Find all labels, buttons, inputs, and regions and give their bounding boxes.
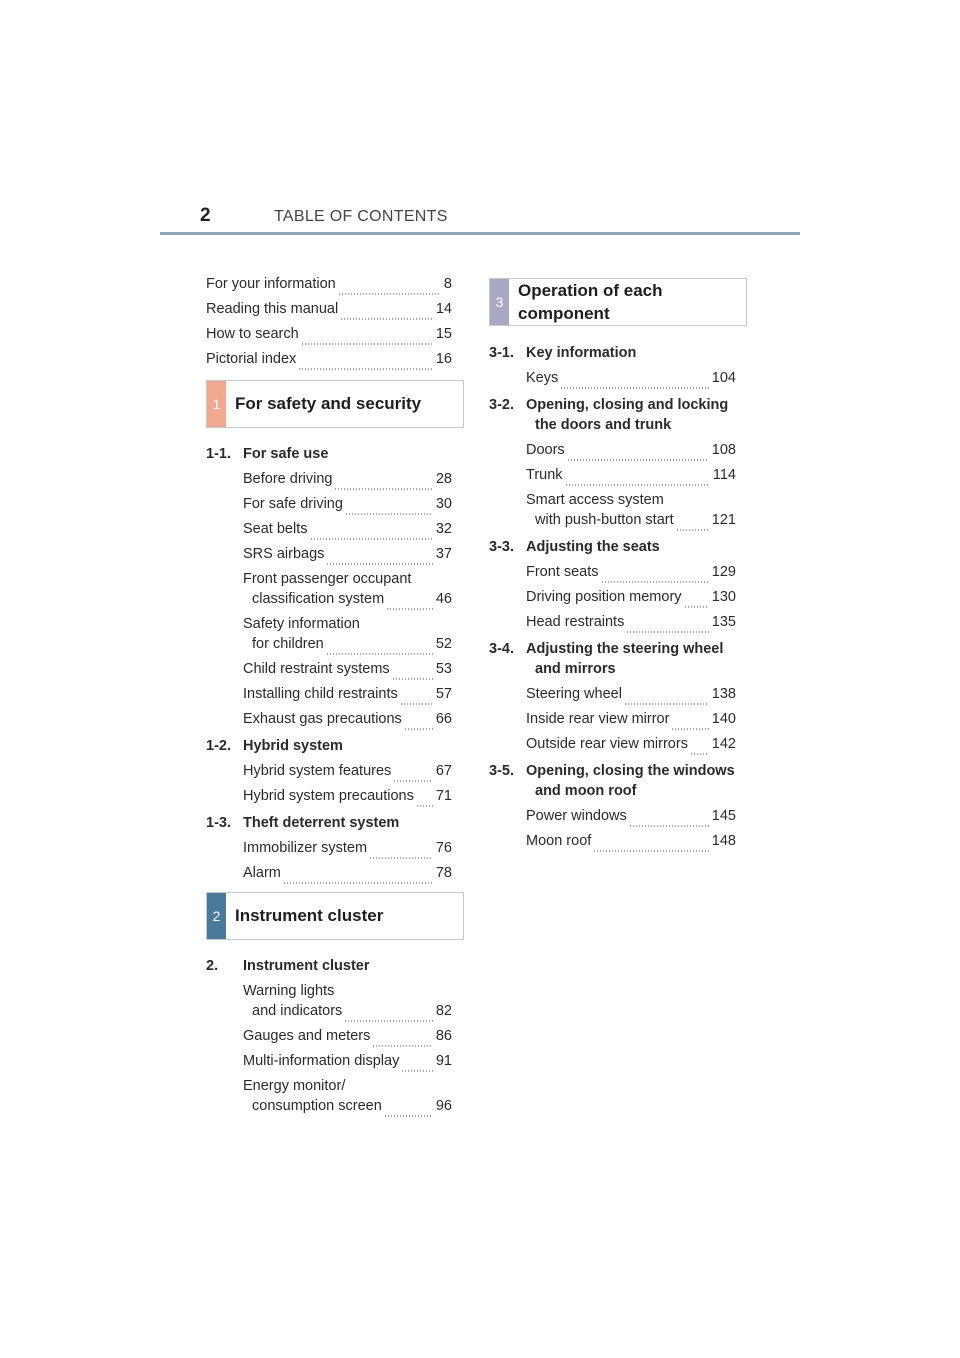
entry-page-number: 108 xyxy=(711,442,736,458)
entry-label: Gauges and meters xyxy=(243,1028,371,1044)
dot-leader xyxy=(629,825,709,827)
entry-page-number: 135 xyxy=(711,614,736,630)
entry-label-continued: and indicators xyxy=(252,1003,343,1019)
dot-leader xyxy=(400,703,433,705)
entry-page-number: 16 xyxy=(435,351,452,367)
entry-page-number: 104 xyxy=(711,370,736,386)
dot-leader xyxy=(593,850,709,852)
toc-entry[interactable] xyxy=(243,496,452,521)
entry-label: Head restraints xyxy=(526,614,625,630)
section-title: Opening, closing the windows xyxy=(526,763,735,779)
toc-entry[interactable] xyxy=(243,571,452,616)
section-number: 2. xyxy=(206,958,219,974)
dot-leader xyxy=(334,488,433,490)
section-title: For safe use xyxy=(243,446,329,462)
dot-leader xyxy=(671,728,709,730)
entry-page-number: 14 xyxy=(435,301,452,317)
entry-label: Energy monitor/ xyxy=(243,1078,346,1094)
entry-page-number: 28 xyxy=(435,471,452,487)
entry-page-number: 86 xyxy=(435,1028,452,1044)
entry-label: Warning lights xyxy=(243,983,335,999)
entry-page-number: 57 xyxy=(435,686,452,702)
entry-page-number: 67 xyxy=(435,763,452,779)
entry-label: Installing child restraints xyxy=(243,686,398,702)
section-heading[interactable] xyxy=(206,815,452,840)
entry-label: Immobilizer system xyxy=(243,840,368,856)
dot-leader xyxy=(372,1045,433,1047)
chapter-3-title-line1: Operation of each xyxy=(518,281,663,300)
section-heading[interactable] xyxy=(489,539,736,564)
section-heading[interactable] xyxy=(206,738,452,763)
section-title-continued: the doors and trunk xyxy=(535,417,672,433)
entry-label: Safety information xyxy=(243,616,360,632)
section-title: Theft deterrent system xyxy=(243,815,400,831)
entry-page-number: 129 xyxy=(711,564,736,580)
chapter-1-banner[interactable] xyxy=(206,380,464,428)
section-number: 3-1. xyxy=(489,345,514,361)
toc-entry[interactable] xyxy=(526,808,736,833)
toc-entry[interactable] xyxy=(526,492,736,537)
section-number: 1-2. xyxy=(206,738,231,754)
entry-label: Reading this manual xyxy=(206,301,339,317)
entry-label: Front passenger occupant xyxy=(243,571,412,587)
entry-label: Inside rear view mirror xyxy=(526,711,670,727)
toc-entry[interactable] xyxy=(206,301,452,326)
entry-page-number: 52 xyxy=(435,636,452,652)
entry-page-number: 32 xyxy=(435,521,452,537)
section-heading[interactable] xyxy=(489,397,736,442)
toc-entry[interactable] xyxy=(243,1078,452,1123)
entry-label: Doors xyxy=(526,442,565,458)
chapter-2-title: Instrument cluster xyxy=(235,906,384,925)
dot-leader xyxy=(298,368,433,370)
entry-label-continued: for children xyxy=(252,636,324,652)
toc-entry[interactable] xyxy=(243,661,452,686)
section-heading[interactable] xyxy=(489,345,736,370)
section-number: 3-4. xyxy=(489,641,514,657)
chapter-3-title-line2: component xyxy=(518,304,610,323)
chapter-1-tab: 1 xyxy=(207,381,226,427)
entry-label: Exhaust gas precautions xyxy=(243,711,402,727)
toc-entry[interactable] xyxy=(243,1028,452,1053)
dot-leader xyxy=(624,703,709,705)
entry-label: Outside rear view mirrors xyxy=(526,736,688,752)
section-number: 1-1. xyxy=(206,446,231,462)
toc-entry[interactable] xyxy=(243,521,452,546)
entry-label: Front seats xyxy=(526,564,599,580)
page-number: 2 xyxy=(200,205,211,226)
entry-page-number: 82 xyxy=(435,1003,452,1019)
entry-page-number: 30 xyxy=(435,496,452,512)
dot-leader xyxy=(384,1115,433,1117)
entry-page-number: 15 xyxy=(435,326,452,342)
dot-leader xyxy=(283,882,433,884)
dot-leader xyxy=(301,343,433,345)
section-number: 3-2. xyxy=(489,397,514,413)
entry-page-number: 8 xyxy=(443,276,452,292)
toc-entry[interactable] xyxy=(206,276,452,301)
entry-page-number: 142 xyxy=(711,736,736,752)
section-number: 3-3. xyxy=(489,539,514,555)
entry-page-number: 130 xyxy=(711,589,736,605)
entry-label: Seat belts xyxy=(243,521,308,537)
section-heading[interactable] xyxy=(206,446,452,471)
section-heading[interactable] xyxy=(206,958,452,983)
toc-entry[interactable] xyxy=(243,711,452,736)
section-heading[interactable] xyxy=(489,641,736,686)
entry-label: Hybrid system precautions xyxy=(243,788,414,804)
toc-entry[interactable] xyxy=(526,442,736,467)
dot-leader xyxy=(626,631,709,633)
entry-label: Steering wheel xyxy=(526,686,622,702)
entry-page-number: 114 xyxy=(712,467,736,483)
entry-label: Keys xyxy=(526,370,559,386)
entry-page-number: 148 xyxy=(711,833,736,849)
entry-page-number: 53 xyxy=(435,661,452,677)
entry-label-continued: consumption screen xyxy=(252,1098,382,1114)
toc-entry[interactable] xyxy=(526,736,736,761)
dot-leader xyxy=(567,459,709,461)
chapter-2-toc xyxy=(206,956,452,1123)
entry-label: Pictorial index xyxy=(206,351,297,367)
entry-page-number: 76 xyxy=(435,840,452,856)
toc-entry[interactable] xyxy=(526,833,736,858)
entry-page-number: 121 xyxy=(711,512,736,528)
chapter-1-title: For safety and security xyxy=(235,394,422,413)
chapter-3-toc xyxy=(489,343,736,858)
entry-label: Multi-information display xyxy=(243,1053,400,1069)
toc-left-column xyxy=(206,276,452,376)
entry-label: How to search xyxy=(206,326,299,342)
toc-entry[interactable] xyxy=(526,686,736,711)
entry-page-number: 37 xyxy=(435,546,452,562)
entry-page-number: 91 xyxy=(435,1053,452,1069)
entry-page-number: 96 xyxy=(435,1098,452,1114)
section-title: Adjusting the seats xyxy=(526,539,660,555)
section-title: Key information xyxy=(526,345,637,361)
entry-page-number: 78 xyxy=(435,865,452,881)
toc-entry[interactable] xyxy=(243,686,452,711)
entry-label: Child restraint systems xyxy=(243,661,390,677)
section-heading[interactable] xyxy=(489,763,736,808)
section-title-continued: and moon roof xyxy=(535,783,637,799)
toc-entry[interactable] xyxy=(243,983,452,1028)
dot-leader xyxy=(386,608,433,610)
toc-entry[interactable] xyxy=(526,589,736,614)
dot-leader xyxy=(601,581,709,583)
toc-entry[interactable] xyxy=(243,471,452,496)
toc-entry[interactable] xyxy=(526,467,736,492)
dot-leader xyxy=(690,753,709,755)
toc-entry[interactable] xyxy=(243,865,452,890)
section-title-continued: and mirrors xyxy=(535,661,616,677)
section-title: Instrument cluster xyxy=(243,958,370,974)
dot-leader xyxy=(684,606,709,608)
toc-entry[interactable] xyxy=(206,351,452,376)
header-title: TABLE OF CONTENTS xyxy=(274,208,448,225)
toc-entry[interactable] xyxy=(526,370,736,395)
dot-leader xyxy=(326,653,433,655)
entry-label: Alarm xyxy=(243,865,281,881)
dot-leader xyxy=(560,387,709,389)
page-header xyxy=(160,200,800,236)
entry-label: Driving position memory xyxy=(526,589,682,605)
entry-page-number: 71 xyxy=(435,788,452,804)
toc-entry[interactable] xyxy=(243,788,452,813)
toc-entry[interactable] xyxy=(243,763,452,788)
entry-label: Before driving xyxy=(243,471,333,487)
dot-leader xyxy=(676,529,709,531)
dot-leader xyxy=(416,805,433,807)
dot-leader xyxy=(340,318,433,320)
entry-page-number: 138 xyxy=(711,686,736,702)
toc-entry[interactable] xyxy=(243,616,452,661)
entry-page-number: 66 xyxy=(435,711,452,727)
entry-label: Moon roof xyxy=(526,833,592,849)
entry-page-number: 145 xyxy=(711,808,736,824)
chapter-3-banner[interactable] xyxy=(489,278,747,326)
chapter-2-banner[interactable] xyxy=(206,892,464,940)
entry-page-number: 140 xyxy=(711,711,736,727)
entry-label: SRS airbags xyxy=(243,546,325,562)
dot-leader xyxy=(392,678,433,680)
toc-entry[interactable] xyxy=(243,546,452,571)
dot-leader xyxy=(404,728,433,730)
dot-leader xyxy=(393,780,433,782)
chapter-1-toc xyxy=(206,444,452,890)
entry-label-continued: with push-button start xyxy=(535,512,674,528)
dot-leader xyxy=(565,484,710,486)
dot-leader xyxy=(345,513,433,515)
section-title: Opening, closing and locking xyxy=(526,397,729,413)
toc-entry[interactable] xyxy=(243,840,452,865)
dot-leader xyxy=(401,1070,433,1072)
section-number: 3-5. xyxy=(489,763,514,779)
entry-label: For your information xyxy=(206,276,336,292)
header-divider xyxy=(160,232,800,235)
entry-page-number: 46 xyxy=(435,591,452,607)
section-number: 1-3. xyxy=(206,815,231,831)
entry-label: For safe driving xyxy=(243,496,343,512)
entry-label: Smart access system xyxy=(526,492,664,508)
dot-leader xyxy=(310,538,433,540)
section-title: Hybrid system xyxy=(243,738,343,754)
entry-label: Hybrid system features xyxy=(243,763,392,779)
entry-label: Power windows xyxy=(526,808,627,824)
entry-label: Trunk xyxy=(526,467,563,483)
section-title: Adjusting the steering wheel xyxy=(526,641,724,657)
chapter-2-tab: 2 xyxy=(207,893,226,939)
toc-entry[interactable] xyxy=(526,564,736,589)
dot-leader xyxy=(338,293,441,295)
toc-entry[interactable] xyxy=(206,326,452,351)
entry-label-continued: classification system xyxy=(252,591,385,607)
chapter-3-tab: 3 xyxy=(490,279,509,325)
dot-leader xyxy=(326,563,433,565)
toc-entry[interactable] xyxy=(526,614,736,639)
dot-leader xyxy=(344,1020,433,1022)
toc-entry[interactable] xyxy=(526,711,736,736)
toc-entry[interactable] xyxy=(243,1053,452,1078)
dot-leader xyxy=(369,857,433,859)
